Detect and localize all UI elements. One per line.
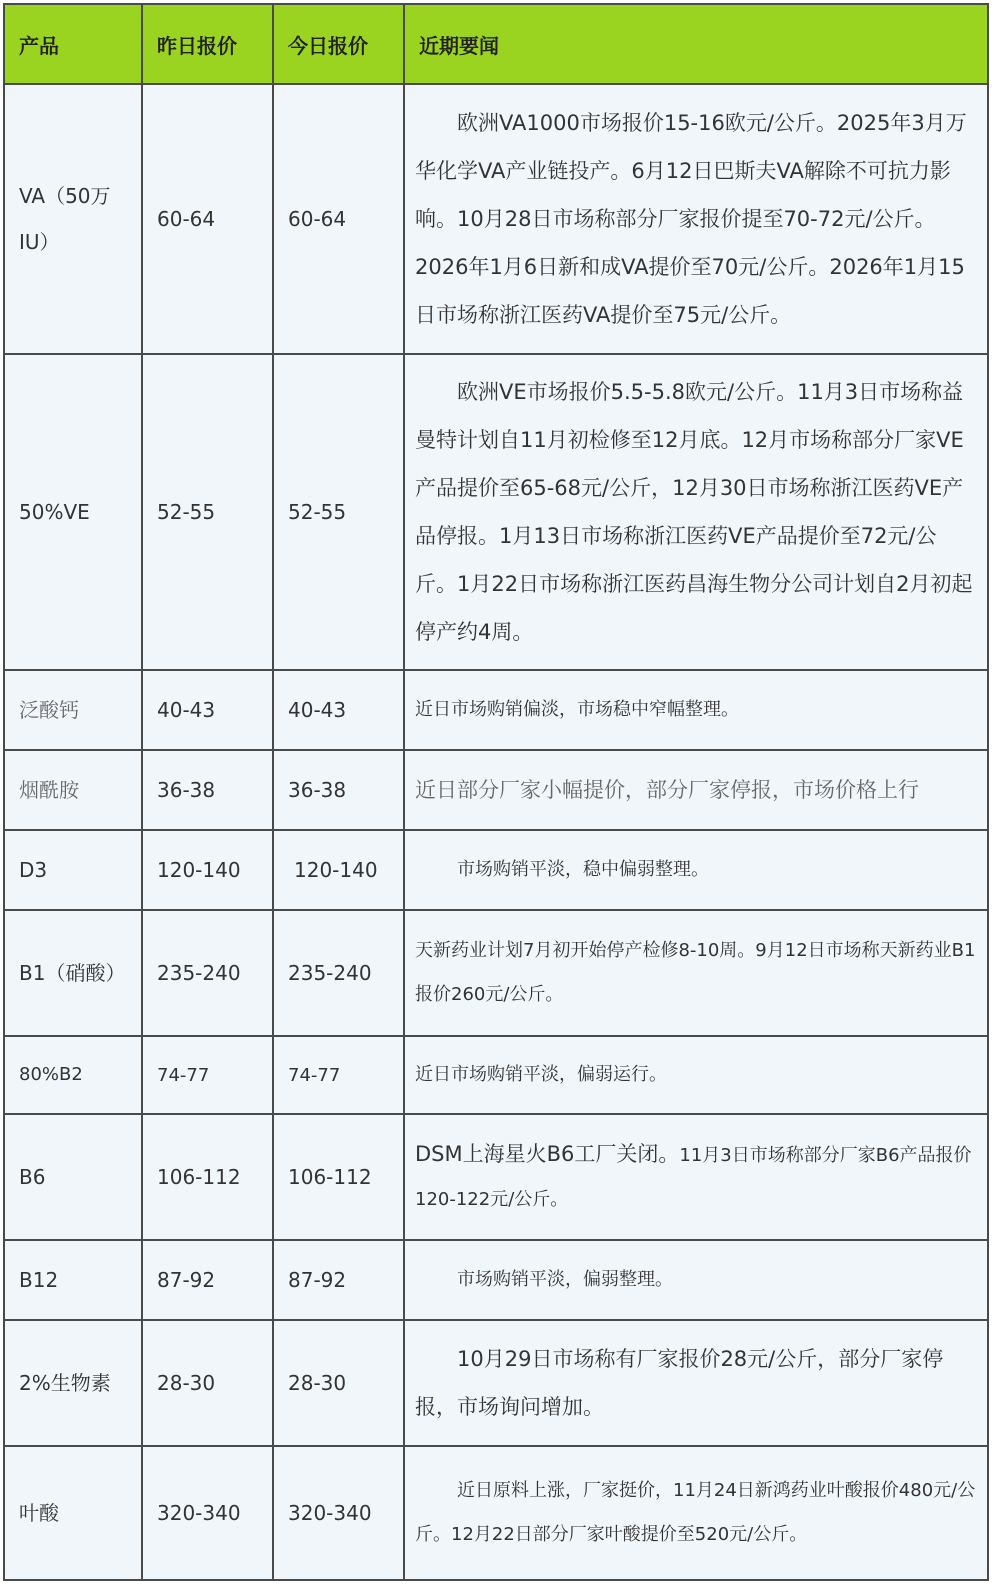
vitamin-price-table: [3, 3, 989, 1581]
product-cell: D3: [4, 830, 142, 910]
product-cell: B1（硝酸）: [4, 910, 142, 1036]
news-cell: 近日部分厂家小幅提价，部分厂家停报，市场价格上行: [404, 750, 988, 830]
table-header-row: [4, 4, 988, 84]
today-price-cell: 320-340: [273, 1446, 404, 1580]
news-cell: 10月29日市场称有厂家报价28元/公斤，部分厂家停报，市场询问增加。: [404, 1320, 988, 1446]
yesterday-price-cell: 60-64: [142, 84, 273, 354]
product-cell: VA（50万IU）: [4, 84, 142, 354]
table-row: [4, 84, 988, 354]
yesterday-price-cell: 52-55: [142, 354, 273, 670]
news-cell: 欧洲VE市场报价5.5-5.8欧元/公斤。11月3日市场称益曼特计划自11月初检修至12月底。12月市场称部分厂家VE产品提价至65-68元/公斤，12月30日市场称浙江医药VE产品停报。1月13日市场称浙江医药VE产品提价至72元/公斤。1月22日市场称浙江医药昌海生物分公司计划自2月初起停产约4周。: [404, 354, 988, 670]
table-row: [4, 354, 988, 670]
news-cell: [404, 1114, 988, 1240]
yesterday-price-cell: 74-77: [142, 1036, 273, 1114]
news-part-2: 11月3日市场称部分厂家B6产品报价120-122元/公斤。: [415, 1145, 972, 1210]
table-row: [4, 1446, 988, 1580]
today-price-cell: 235-240: [273, 910, 404, 1036]
table-row: [4, 1240, 988, 1320]
yesterday-price-cell: 120-140: [142, 830, 273, 910]
today-price-cell: 40-43: [273, 670, 404, 750]
yesterday-price-cell: 87-92: [142, 1240, 273, 1320]
yesterday-price-cell: 36-38: [142, 750, 273, 830]
product-cell: B6: [4, 1114, 142, 1240]
table-row: [4, 670, 988, 750]
today-price-cell: 74-77: [273, 1036, 404, 1114]
header-recent-news: 近期要闻: [404, 4, 988, 84]
today-price-cell: 36-38: [273, 750, 404, 830]
news-cell: 市场购销平淡，稳中偏弱整理。: [404, 830, 988, 910]
product-cell: 2%生物素: [4, 1320, 142, 1446]
today-price-cell: 120-140: [273, 830, 404, 910]
yesterday-price-cell: 235-240: [142, 910, 273, 1036]
table-row: [4, 910, 988, 1036]
table-row: [4, 1036, 988, 1114]
header-product: 产品: [4, 4, 142, 84]
news-cell: 近日市场购销偏淡，市场稳中窄幅整理。: [404, 670, 988, 750]
product-cell: 50%VE: [4, 354, 142, 670]
product-cell: B12: [4, 1240, 142, 1320]
today-price-cell: 87-92: [273, 1240, 404, 1320]
yesterday-price-cell: 106-112: [142, 1114, 273, 1240]
news-part-1: DSM上海星火B6工厂关闭。: [415, 1142, 680, 1166]
today-price-cell: 28-30: [273, 1320, 404, 1446]
news-cell: 近日市场购销平淡，偏弱运行。: [404, 1036, 988, 1114]
header-yesterday-price: 昨日报价: [142, 4, 273, 84]
table-row: [4, 750, 988, 830]
price-table-container: [3, 3, 987, 1581]
product-cell: 叶酸: [4, 1446, 142, 1580]
yesterday-price-cell: 40-43: [142, 670, 273, 750]
product-cell: 泛酸钙: [4, 670, 142, 750]
table-row: [4, 1320, 988, 1446]
product-cell: 烟酰胺: [4, 750, 142, 830]
news-cell: 天新药业计划7月初开始停产检修8-10周。9月12日市场称天新药业B1报价260元/公斤。: [404, 910, 988, 1036]
yesterday-price-cell: 28-30: [142, 1320, 273, 1446]
header-today-price: 今日报价: [273, 4, 404, 84]
news-cell: 欧洲VA1000市场报价15-16欧元/公斤。2025年3月万华化学VA产业链投产。6月12日巴斯夫VA解除不可抗力影响。10月28日市场称部分厂家报价提至70-72元/公斤。2026年1月6日新和成VA提价至70元/公斤。2026年1月15日市场称浙江医药VA提价至75元/公斤。: [404, 84, 988, 354]
news-cell: 近日原料上涨，厂家挺价，11月24日新鸿药业叶酸报价480元/公斤。12月22日部分厂家叶酸提价至520元/公斤。: [404, 1446, 988, 1580]
today-price-cell: 52-55: [273, 354, 404, 670]
table-row: [4, 1114, 988, 1240]
today-price-cell: 60-64: [273, 84, 404, 354]
product-cell: 80%B2: [4, 1036, 142, 1114]
news-cell: 市场购销平淡，偏弱整理。: [404, 1240, 988, 1320]
table-row: [4, 830, 988, 910]
yesterday-price-cell: 320-340: [142, 1446, 273, 1580]
today-price-cell: 106-112: [273, 1114, 404, 1240]
